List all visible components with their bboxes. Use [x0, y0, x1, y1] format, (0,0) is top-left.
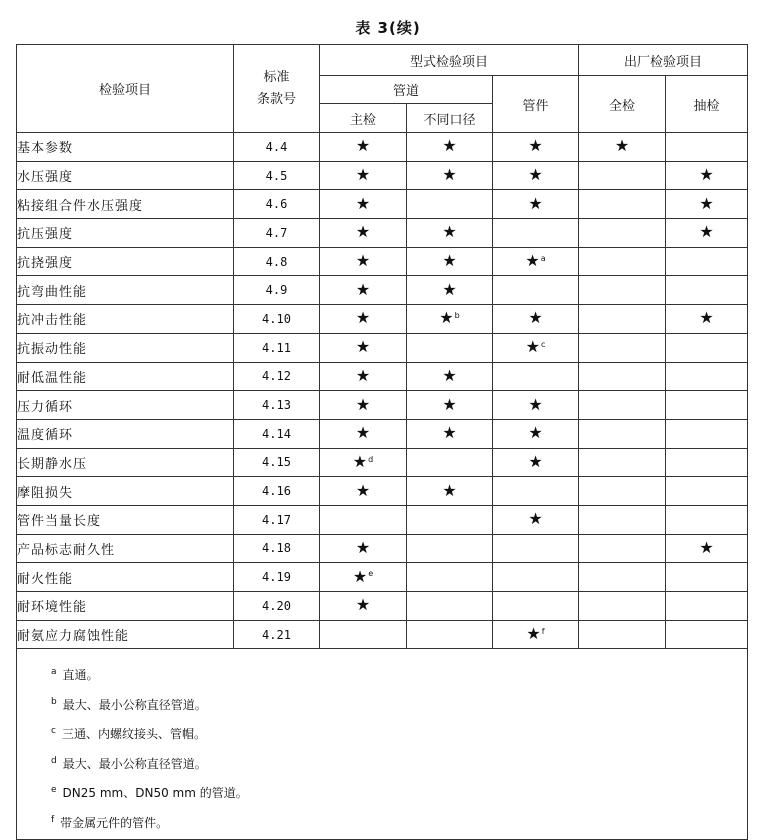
row-cell [320, 620, 407, 649]
row-item: 耐低温性能 [17, 362, 234, 391]
header-item: 检验项目 [17, 45, 234, 133]
star-icon: ★ [442, 279, 457, 299]
row-cell [407, 505, 493, 534]
row-cell [493, 391, 579, 420]
row-cell [320, 276, 407, 305]
row-cell [666, 391, 748, 420]
row-cell [407, 448, 493, 477]
row-cell [320, 534, 407, 563]
row-cell [579, 305, 666, 334]
header-sample-check: 抽检 [666, 76, 748, 133]
footnote [51, 689, 747, 719]
star-icon: ★ [355, 165, 371, 185]
star-icon: ★ [525, 337, 540, 357]
footnote-ref: e [368, 569, 374, 579]
header-pipe: 管道 [320, 76, 493, 104]
row-item: 水压强度 [17, 161, 234, 190]
row-cell [666, 362, 748, 391]
row-clause: 4.16 [234, 477, 320, 506]
star-icon: ★ [699, 193, 714, 213]
star-icon: ★ [528, 136, 543, 156]
row-cell [579, 419, 666, 448]
row-clause: 4.15 [234, 448, 320, 477]
footnote-key: f [51, 814, 55, 825]
row-cell [579, 448, 666, 477]
table-row [17, 247, 748, 276]
row-item: 耐氨应力腐蚀性能 [17, 620, 234, 649]
row-cell [320, 419, 407, 448]
footnote-key: d [51, 755, 57, 766]
table-row [17, 305, 748, 334]
row-cell [666, 620, 748, 649]
row-cell [493, 362, 579, 391]
table-row [17, 219, 748, 248]
row-item: 耐环境性能 [17, 592, 234, 621]
star-icon: ★ [442, 480, 457, 500]
row-cell [666, 161, 748, 190]
header-type-test: 型式检验项目 [320, 45, 579, 76]
row-cell [493, 620, 579, 649]
footnote [51, 748, 747, 778]
table-row [17, 333, 748, 362]
row-item: 抗挠强度 [17, 247, 234, 276]
star-icon: ★ [528, 451, 543, 471]
row-clause: 4.12 [234, 362, 320, 391]
row-cell [320, 305, 407, 334]
star-icon: ★ [525, 251, 540, 271]
row-clause: 4.13 [234, 391, 320, 420]
row-cell [579, 219, 666, 248]
footnote-ref: d [368, 454, 374, 464]
row-cell [579, 391, 666, 420]
row-cell [407, 563, 493, 592]
row-cell [320, 477, 407, 506]
star-icon: ★ [526, 624, 541, 644]
table-title: 表 3(续) [355, 19, 421, 37]
row-cell [493, 305, 579, 334]
star-icon: ★ [528, 509, 543, 529]
row-cell [666, 190, 748, 219]
star-icon: ★ [355, 193, 371, 213]
row-cell [320, 505, 407, 534]
row-item: 抗压强度 [17, 219, 234, 248]
star-icon: ★ [355, 222, 371, 242]
table-row [17, 133, 748, 162]
row-item: 压力循环 [17, 391, 234, 420]
row-item: 产品标志耐久性 [17, 534, 234, 563]
row-cell [320, 247, 407, 276]
row-cell [579, 477, 666, 506]
footnote-text: DN25 mm、DN50 mm 的管道。 [62, 786, 248, 801]
footnote-text: 最大、最小公称直径管道。 [62, 756, 207, 771]
row-cell [493, 247, 579, 276]
footnote-ref: a [540, 253, 546, 263]
header-full-check: 全检 [579, 76, 666, 133]
table-row [17, 477, 748, 506]
star-icon: ★ [352, 566, 368, 586]
row-clause: 4.8 [234, 247, 320, 276]
footnote-key: e [51, 785, 57, 796]
row-cell [407, 161, 493, 190]
row-cell [320, 190, 407, 219]
row-clause: 4.18 [234, 534, 320, 563]
table-row [17, 419, 748, 448]
row-item: 基本参数 [17, 133, 234, 162]
row-clause: 4.6 [234, 190, 320, 219]
footnote-key: b [51, 696, 57, 707]
row-cell [493, 534, 579, 563]
table-body [17, 133, 748, 649]
star-icon: ★ [355, 480, 371, 500]
row-cell [493, 190, 579, 219]
star-icon: ★ [528, 308, 543, 328]
footnote [51, 777, 747, 807]
star-icon: ★ [355, 595, 371, 615]
row-cell [407, 534, 493, 563]
row-cell [407, 219, 493, 248]
table-row [17, 620, 748, 649]
footnote-text: 三通、内螺纹接头、管帽。 [61, 727, 206, 742]
star-icon: ★ [699, 308, 714, 328]
row-clause: 4.20 [234, 592, 320, 621]
row-cell [579, 247, 666, 276]
table-row [17, 190, 748, 219]
row-cell [407, 419, 493, 448]
row-cell [407, 391, 493, 420]
footnote-text: 直通。 [62, 668, 99, 683]
star-icon: ★ [439, 308, 454, 328]
row-cell [493, 419, 579, 448]
row-clause: 4.21 [234, 620, 320, 649]
row-cell [493, 592, 579, 621]
footnote-ref: f [541, 626, 545, 636]
row-cell [407, 362, 493, 391]
star-icon: ★ [442, 136, 457, 156]
star-icon: ★ [528, 423, 543, 443]
row-cell [666, 247, 748, 276]
star-icon: ★ [355, 337, 371, 357]
star-icon: ★ [442, 165, 457, 185]
row-cell [320, 333, 407, 362]
star-icon: ★ [699, 165, 714, 185]
row-cell [493, 161, 579, 190]
footnote [51, 718, 747, 748]
table-row [17, 391, 748, 420]
row-cell [320, 448, 407, 477]
row-cell [407, 276, 493, 305]
row-cell [666, 534, 748, 563]
row-clause: 4.14 [234, 419, 320, 448]
row-cell [407, 190, 493, 219]
row-item: 抗振动性能 [17, 333, 234, 362]
row-cell [666, 592, 748, 621]
header-diff-diameter: 不同口径 [407, 104, 493, 133]
row-clause: 4.19 [234, 563, 320, 592]
row-cell [579, 190, 666, 219]
row-clause: 4.9 [234, 276, 320, 305]
row-cell [666, 219, 748, 248]
row-cell [493, 505, 579, 534]
header-clause [234, 45, 320, 133]
star-icon: ★ [442, 251, 457, 271]
row-cell [666, 133, 748, 162]
table-row [17, 161, 748, 190]
row-cell [666, 505, 748, 534]
table-row [17, 563, 748, 592]
row-cell [666, 477, 748, 506]
star-icon: ★ [528, 165, 543, 185]
row-clause: 4.5 [234, 161, 320, 190]
row-item: 粘接组合件水压强度 [17, 190, 234, 219]
star-icon: ★ [442, 394, 457, 414]
row-cell [579, 505, 666, 534]
row-cell [493, 219, 579, 248]
row-item: 管件当量长度 [17, 505, 234, 534]
star-icon: ★ [699, 222, 714, 242]
row-clause: 4.17 [234, 505, 320, 534]
header-main-check: 主检 [320, 104, 407, 133]
row-cell [666, 419, 748, 448]
star-icon: ★ [355, 537, 371, 557]
row-cell [666, 276, 748, 305]
star-icon: ★ [355, 365, 371, 385]
row-cell [493, 333, 579, 362]
star-icon: ★ [352, 451, 368, 471]
row-cell [493, 477, 579, 506]
footnote-key: a [51, 667, 57, 678]
row-cell [407, 477, 493, 506]
footnotes [17, 649, 748, 840]
row-item: 抗弯曲性能 [17, 276, 234, 305]
header-factory-test: 出厂检验项目 [579, 45, 748, 76]
row-cell [407, 592, 493, 621]
row-cell [579, 592, 666, 621]
row-item: 耐火性能 [17, 563, 234, 592]
row-cell [407, 305, 493, 334]
row-cell [407, 620, 493, 649]
footnote-ref: c [540, 339, 546, 349]
star-icon: ★ [442, 423, 457, 443]
star-icon: ★ [355, 136, 371, 156]
row-cell [579, 161, 666, 190]
table-row [17, 505, 748, 534]
row-clause: 4.4 [234, 133, 320, 162]
row-cell [666, 448, 748, 477]
table-row [17, 534, 748, 563]
row-cell [666, 333, 748, 362]
row-clause: 4.11 [234, 333, 320, 362]
star-icon: ★ [355, 423, 371, 443]
table-row [17, 448, 748, 477]
row-cell [320, 563, 407, 592]
table-row [17, 276, 748, 305]
star-icon: ★ [355, 279, 371, 299]
row-cell [320, 161, 407, 190]
footnote [51, 807, 747, 837]
row-cell [579, 563, 666, 592]
row-cell [493, 563, 579, 592]
row-cell [320, 592, 407, 621]
row-cell [666, 563, 748, 592]
row-cell [407, 333, 493, 362]
row-cell [579, 276, 666, 305]
row-cell [320, 133, 407, 162]
star-icon: ★ [699, 537, 714, 557]
footnote-ref: b [454, 311, 460, 321]
header-fitting: 管件 [493, 76, 579, 133]
row-clause: 4.7 [234, 219, 320, 248]
row-cell [407, 133, 493, 162]
star-icon: ★ [442, 222, 457, 242]
header-clause-line1: 标准 [263, 69, 290, 85]
row-cell [579, 362, 666, 391]
row-clause: 4.10 [234, 305, 320, 334]
row-item: 长期静水压 [17, 448, 234, 477]
star-icon: ★ [355, 251, 371, 271]
star-icon: ★ [614, 136, 630, 156]
table-row [17, 362, 748, 391]
row-cell [407, 247, 493, 276]
row-cell [493, 448, 579, 477]
star-icon: ★ [355, 394, 371, 414]
row-item: 温度循环 [17, 419, 234, 448]
row-cell [579, 133, 666, 162]
star-icon: ★ [442, 365, 457, 385]
star-icon: ★ [528, 193, 543, 213]
footnote-key: c [51, 726, 56, 737]
inspection-table [16, 44, 748, 840]
row-cell [666, 305, 748, 334]
footnote [51, 659, 747, 689]
header-clause-line2: 条款号 [256, 91, 296, 107]
row-cell [493, 276, 579, 305]
row-item: 抗冲击性能 [17, 305, 234, 334]
footnote-text: 带金属元件的管件。 [60, 815, 169, 830]
star-icon: ★ [528, 394, 543, 414]
footnote-text: 最大、最小公称直径管道。 [62, 697, 207, 712]
row-cell [320, 391, 407, 420]
row-cell [579, 333, 666, 362]
row-cell [493, 133, 579, 162]
row-cell [579, 534, 666, 563]
row-cell [579, 620, 666, 649]
table-row [17, 592, 748, 621]
star-icon: ★ [355, 308, 371, 328]
row-item: 摩阻损失 [17, 477, 234, 506]
row-cell [320, 362, 407, 391]
row-cell [320, 219, 407, 248]
